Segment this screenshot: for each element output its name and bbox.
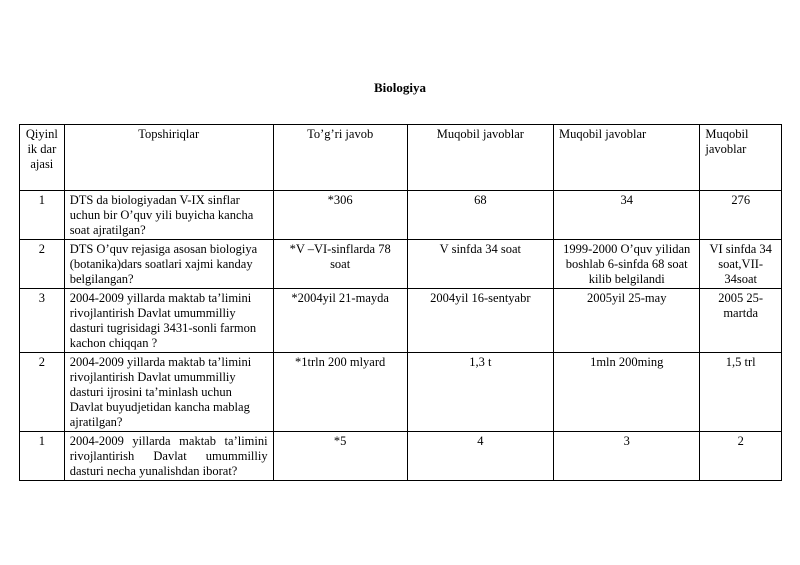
header-difficulty: Qiyinlik darajasi	[20, 125, 65, 191]
alternative-answer-cell: 68	[407, 191, 553, 240]
alternative-answer-cell: 276	[700, 191, 782, 240]
header-alternative-answers-3: Muqobil javoblar	[700, 125, 782, 191]
task-cell: 2004-2009 yillarda maktab ta’limini rivojlantirish Davlat umummilliy dasturi ijrosini ta’minlash uchun Davlat buyudjetidan kancha mablag ajratilgan?	[64, 353, 273, 432]
correct-answer-cell: *5	[273, 432, 407, 481]
table-row	[20, 240, 782, 289]
alternative-answer-cell: 2005 25-martda	[700, 289, 782, 353]
correct-answer-cell: *306	[273, 191, 407, 240]
table-row	[20, 432, 782, 481]
alternative-answer-cell: V sinfda 34 soat	[407, 240, 553, 289]
table-row	[20, 191, 782, 240]
difficulty-cell: 2	[20, 240, 65, 289]
table-row	[20, 289, 782, 353]
alternative-answer-cell: 2004yil 16-sentyabr	[407, 289, 553, 353]
alternative-answer-cell: 2	[700, 432, 782, 481]
quiz-table	[19, 124, 782, 481]
table-header-row	[20, 125, 782, 191]
alternative-answer-cell: 1,5 trl	[700, 353, 782, 432]
table-row	[20, 353, 782, 432]
difficulty-cell: 1	[20, 191, 65, 240]
task-cell: DTS da biologiyadan V-IX sinflar uchun bir O’quv yili buyicha kancha soat ajratilgan?	[64, 191, 273, 240]
alternative-answer-cell: 1mln 200ming	[554, 353, 700, 432]
alternative-answer-cell: 4	[407, 432, 553, 481]
document-title: Biologiya	[373, 80, 426, 95]
alternative-answer-cell: 3	[554, 432, 700, 481]
difficulty-cell: 3	[20, 289, 65, 353]
header-alternative-answers-2: Muqobil javoblar	[554, 125, 700, 191]
alternative-answer-cell: 1,3 t	[407, 353, 553, 432]
correct-answer-cell: *2004yil 21-mayda	[273, 289, 407, 353]
difficulty-cell: 2	[20, 353, 65, 432]
header-alternative-answers-1: Muqobil javoblar	[407, 125, 553, 191]
difficulty-cell: 1	[20, 432, 65, 481]
task-cell: 2004-2009 yillarda maktab ta’limini rivojlantirish Davlat umummilliy dasturi tugrisidagi 3431-sonli farmon kachon chiqqan ?	[64, 289, 273, 353]
alternative-answer-cell: 34	[554, 191, 700, 240]
header-correct-answer: To’g’ri javob	[273, 125, 407, 191]
correct-answer-cell: *1trln 200 mlyard	[273, 353, 407, 432]
task-cell: 2004-2009 yillarda maktab ta’limini rivojlantirish Davlat umummilliy dasturi necha yunalishdan iborat?	[64, 432, 273, 481]
header-tasks: Topshiriqlar	[64, 125, 273, 191]
alternative-answer-cell: VI sinfda 34 soat,VII-34soat	[700, 240, 782, 289]
task-cell: DTS O’quv rejasiga asosan biologiya (botanika)dars soatlari xajmi kanday belgilangan?	[64, 240, 273, 289]
alternative-answer-cell: 1999-2000 O’quv yilidan boshlab 6-sinfda 68 soat kilib belgilandi	[554, 240, 700, 289]
alternative-answer-cell: 2005yil 25-may	[554, 289, 700, 353]
correct-answer-cell: *V –VI-sinflarda 78 soat	[273, 240, 407, 289]
